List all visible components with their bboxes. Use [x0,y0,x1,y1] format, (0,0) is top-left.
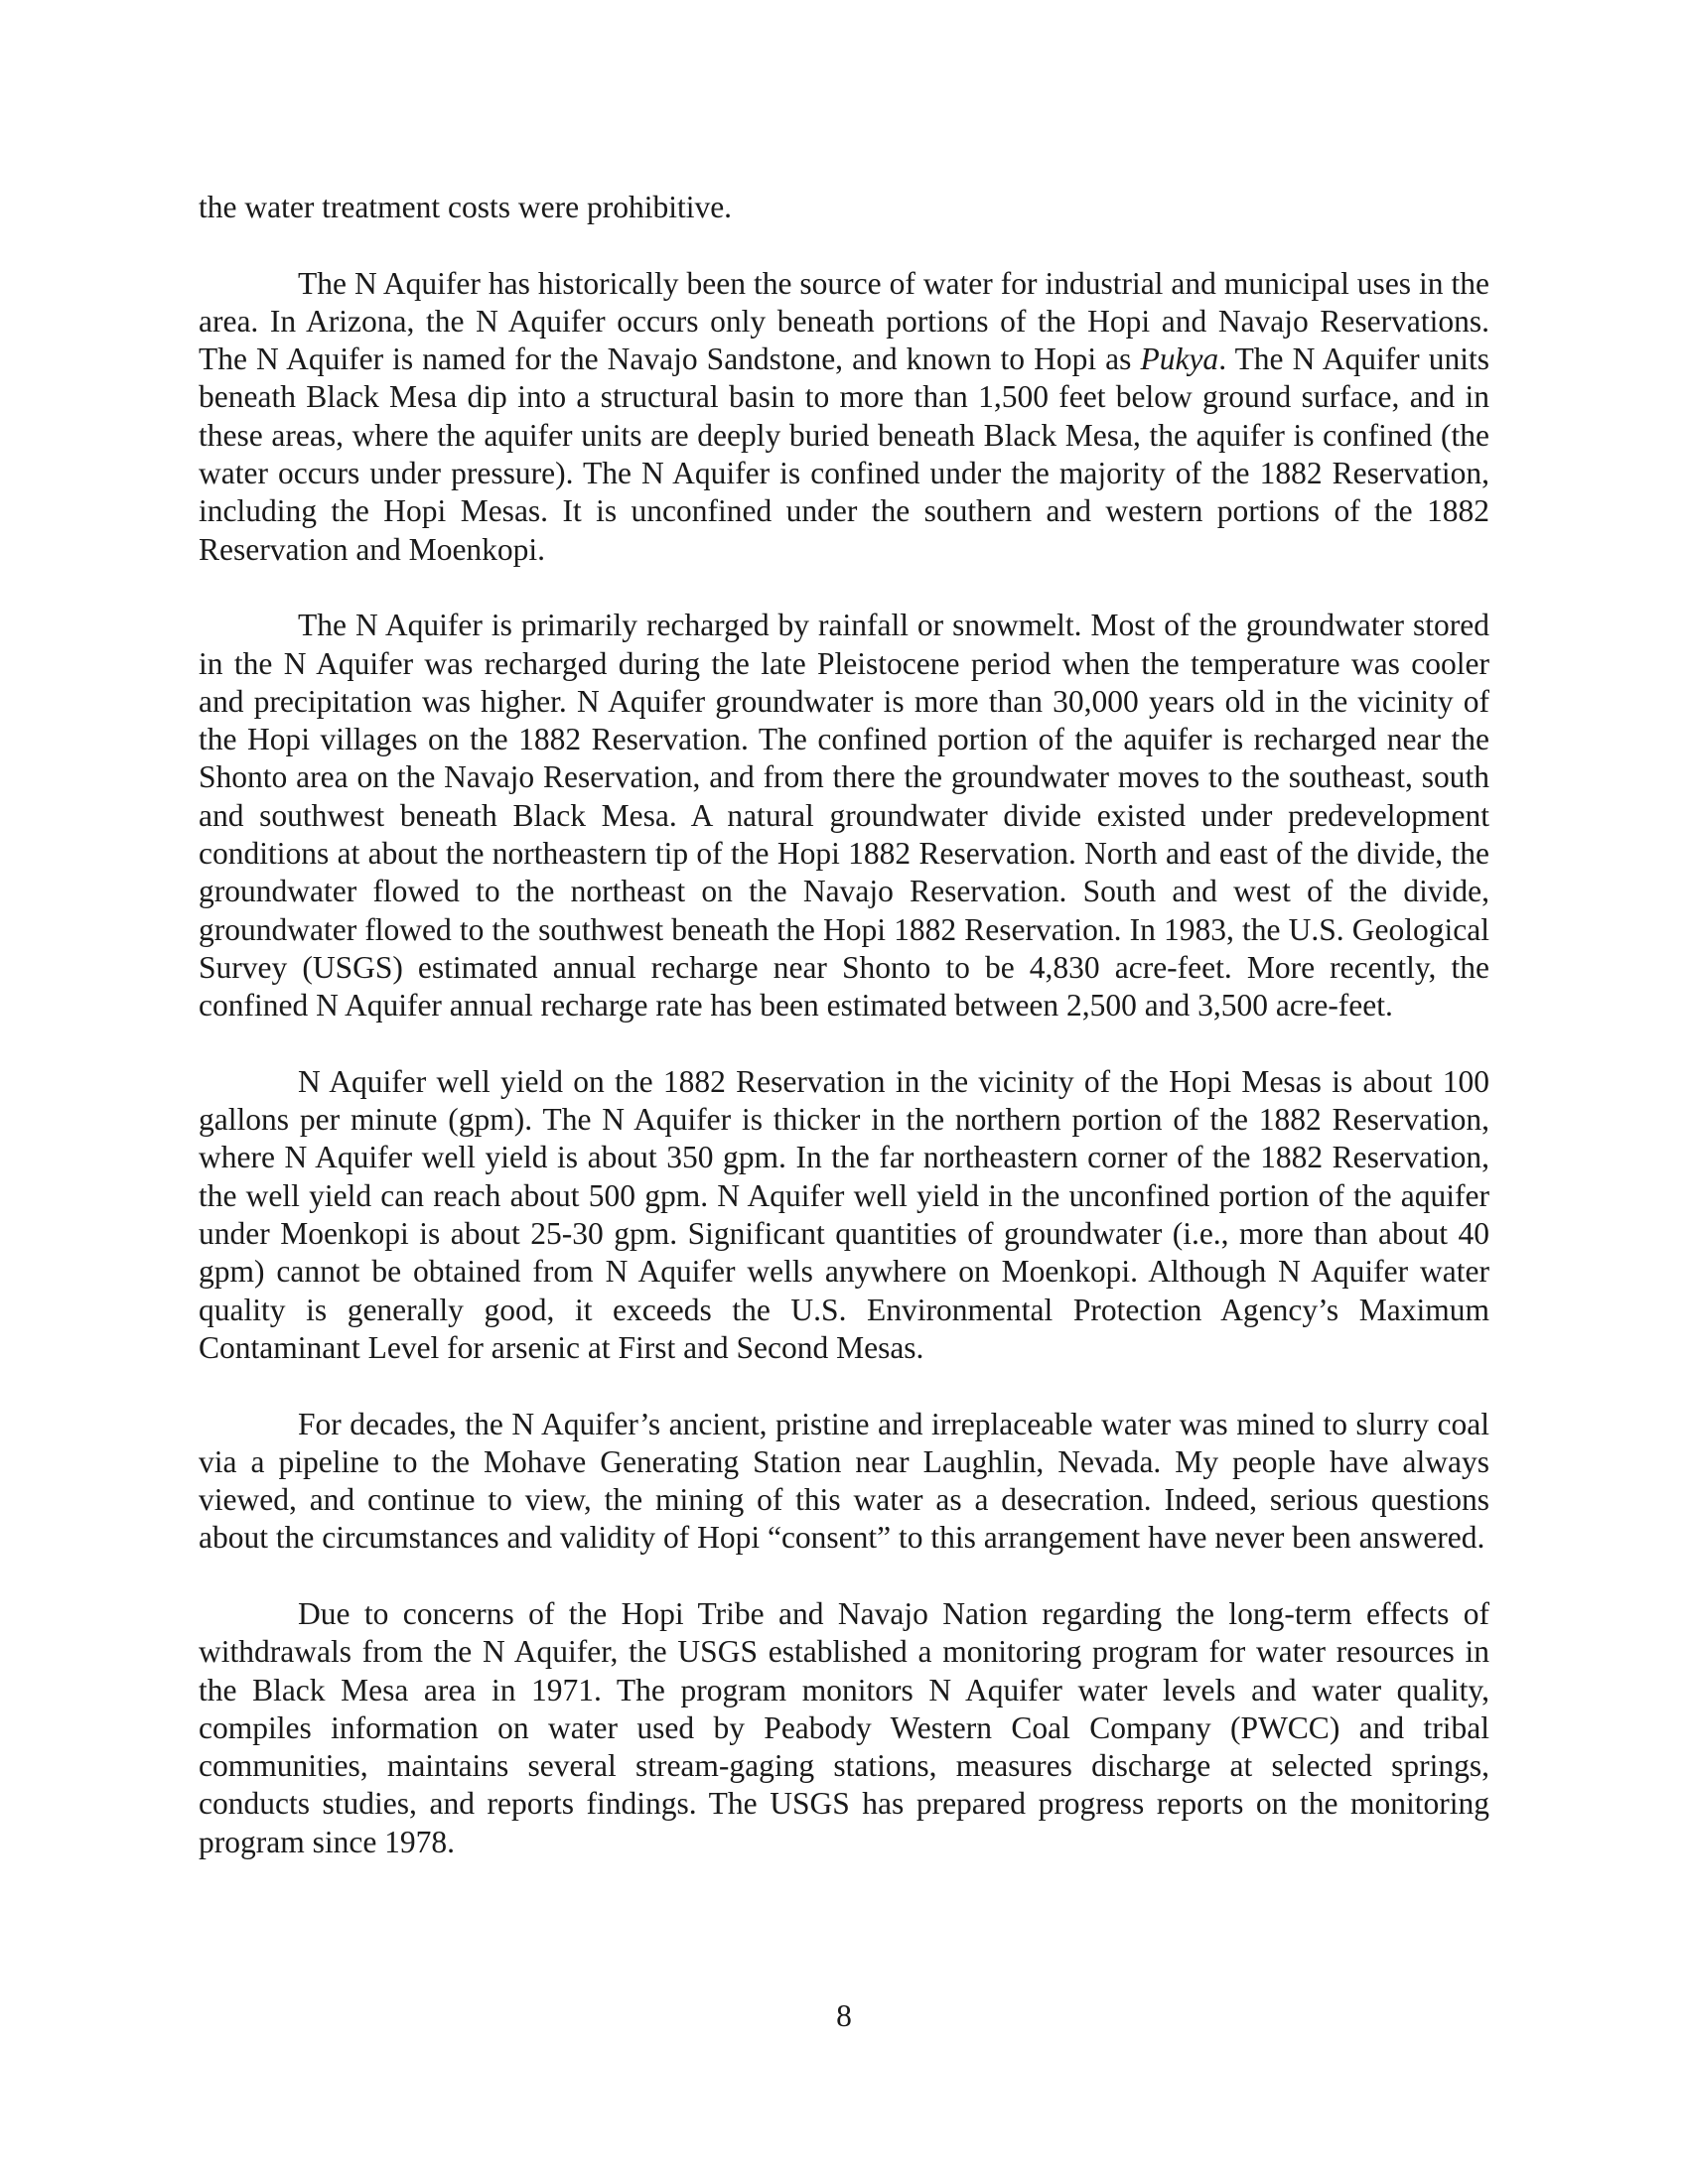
paragraph-monitoring-program: Due to concerns of the Hopi Tribe and Navajo Nation regarding the long-term effects of withdrawals from the N Aquifer, the USGS established a monitoring program for water resources in the Black Mesa area in 1971. The program monitors N Aquifer water levels and water quality, compiles information on water used by Peabody Western Coal Company (PWCC) and tribal communities, maintains several stream-gaging stations, measures discharge at selected springs, conducts studies, and reports findings. The USGS has prepared progress reports on the monitoring program since 1978. [199,1595,1489,1859]
paragraph-well-yield: N Aquifer well yield on the 1882 Reservation in the vicinity of the Hopi Mesas is about 100 gallons per minute (gpm). The N Aquifer is thicker in the northern portion of the 1882 Reservation, where N Aquifer well yield is about 350 gpm. In the far northeastern corner of the 1882 Reservation, the well yield can reach about 500 gpm. N Aquifer well yield in the unconfined portion of the aquifer under Moenkopi is about 25-30 gpm. Significant quantities of groundwater (i.e., more than about 40 gpm) cannot be obtained from N Aquifer wells anywhere on Moenkopi. Although N Aquifer water quality is generally good, it exceeds the U.S. Environmental Protection Agency’s Maximum Contaminant Level for arsenic at First and Second Mesas. [199,1063,1489,1365]
paragraph-text: . The N Aquifer units beneath Black Mesa dip into a structural basin to more than 1,500 feet below ground surface, and in these areas, where the aquifer units are deeply buried beneath Black Mesa, the aquifer is confined (the water occurs under pressure). The N Aquifer is confined under the majority of the 1882 Reservation, including the Hopi Mesas. It is unconfined under the southern and western portions of the 1882 Reservation and Moenkopi. [199,341,1489,567]
paragraph-mining-history: For decades, the N Aquifer’s ancient, pristine and irreplaceable water was mined to slurry coal via a pipeline to the Mohave Generating Station near Laughlin, Nevada. My people have always viewed, and continue to view, the mining of this water as a desecration. Indeed, serious questions about the circumstances and validity of Hopi “consent” to this arrangement have never been answered. [199,1406,1489,1556]
page-body [199,189,1489,1861]
paragraph-continued: the water treatment costs were prohibitive. [199,190,733,224]
paragraph-n-aquifer-overview [199,265,1489,569]
paragraph-recharge: The N Aquifer is primarily recharged by rainfall or snowmelt. Most of the groundwater stored in the N Aquifer was recharged during the late Pleistocene period when the temperature was cooler and precipitation was higher. N Aquifer groundwater is more than 30,000 years old in the vicinity of the Hopi villages on the 1882 Reservation. The confined portion of the aquifer is recharged near the Shonto area on the Navajo Reservation, and from there the groundwater moves to the southeast, south and southwest beneath Black Mesa. A natural groundwater divide existed under predevelopment conditions at about the northeastern tip of the Hopi 1882 Reservation. North and east of the divide, the groundwater flowed to the northeast on the Navajo Reservation. South and west of the divide, groundwater flowed to the southwest beneath the Hopi 1882 Reservation. In 1983, the U.S. Geological Survey (USGS) estimated annual recharge near Shonto to be 4,830 acre-feet. More recently, the confined N Aquifer annual recharge rate has been estimated between 2,500 and 3,500 acre-feet. [199,608,1489,1024]
emphasized-term: Pukya [1140,341,1219,377]
paragraph-text: The N Aquifer has historically been the source of water for industrial and municipal uses in the area. In Arizona, the N Aquifer occurs only beneath portions of the Hopi and Navajo Reservations. The N Aquifer is named for the Navajo Sandstone, and known to Hopi as [199,265,1489,377]
page-number: 8 [836,1998,852,2033]
